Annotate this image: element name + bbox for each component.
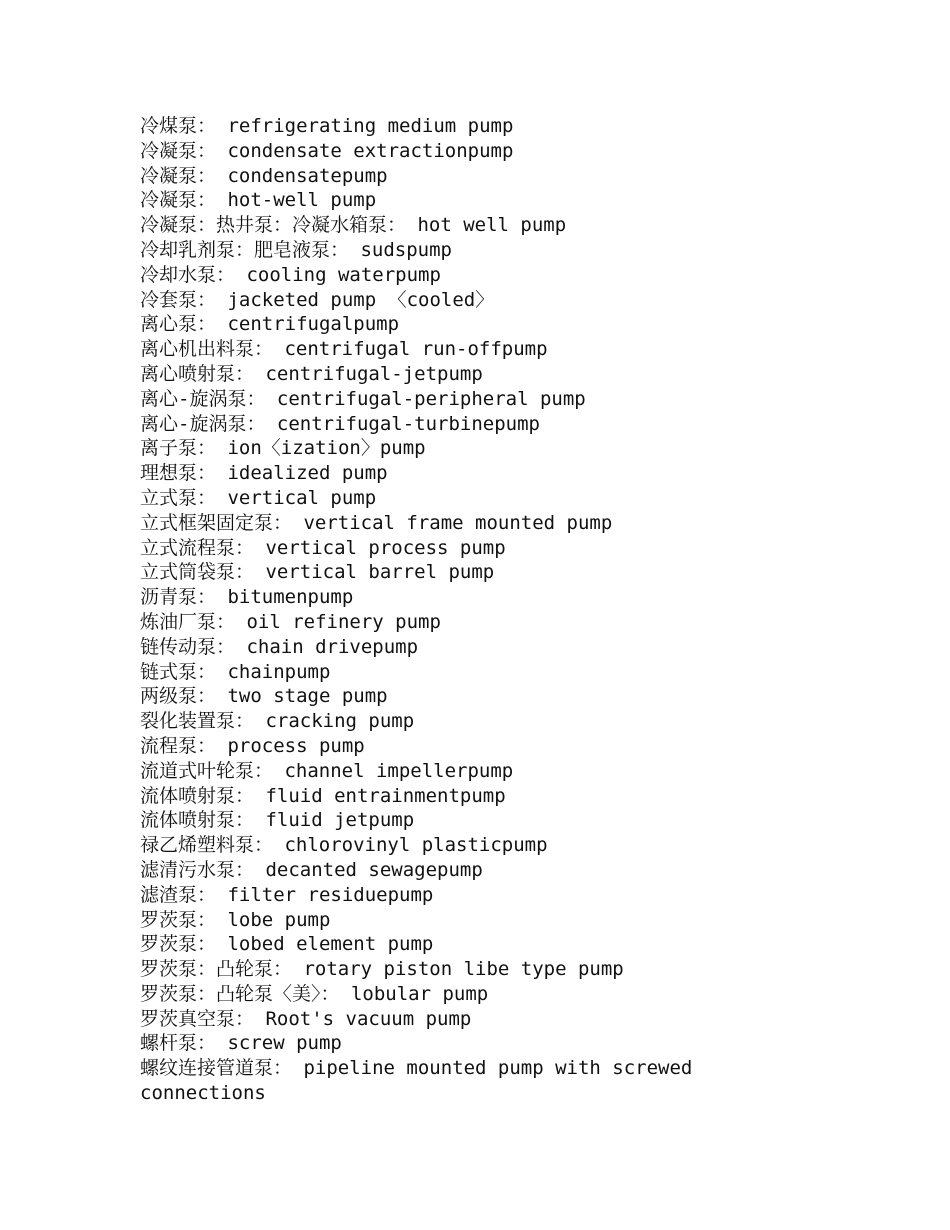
- glossary-entry: 冷套泵： jacketed pump 〈cooled〉: [140, 288, 495, 311]
- glossary-entry: 离心泵： centrifugalpump: [140, 313, 400, 336]
- glossary-entry: 冷却乳剂泵：肥皂液泵： sudspump: [140, 238, 452, 261]
- glossary-entry: 罗茨泵： lobe pump: [140, 908, 331, 931]
- glossary-entry: 冷煤泵： refrigerating medium pump: [140, 115, 514, 137]
- glossary-entry: 离心机出料泵： centrifugal run-offpump: [140, 338, 548, 361]
- glossary-entry: 冷凝泵：热井泵：冷凝水箱泵： hot well pump: [140, 214, 567, 237]
- glossary-entry: 理想泵： idealized pump: [140, 462, 388, 485]
- glossary-entry: 滤渣泵： filter residuepump: [140, 883, 434, 906]
- glossary-entry: 离心-旋涡泵： centrifugal-peripheral pump: [140, 387, 586, 410]
- glossary-entry: 禄乙烯塑料泵： chlorovinyl plasticpump: [140, 834, 548, 857]
- glossary-entry: 沥青泵： bitumenpump: [140, 586, 354, 609]
- glossary-entry: 罗茨真空泵： Root's vacuum pump: [140, 1007, 472, 1030]
- glossary-entry: 滤清污水泵： decanted sewagepump: [140, 858, 483, 881]
- glossary-entry: 立式流程泵： vertical process pump: [140, 536, 506, 559]
- glossary-entry: 链式泵： chainpump: [140, 660, 331, 683]
- glossary-entry: 立式泵： vertical pump: [140, 486, 377, 509]
- glossary-entry: 流程泵： process pump: [140, 734, 365, 757]
- glossary-entry: 炼油厂泵： oil refinery pump: [140, 610, 441, 633]
- glossary-entry: 裂化装置泵： cracking pump: [140, 710, 415, 733]
- glossary-entry: 冷凝泵： hot-well pump: [140, 189, 377, 212]
- glossary-list: [140, 114, 710, 1106]
- glossary-entry: 冷却水泵： cooling waterpump: [140, 263, 441, 286]
- glossary-entry: 流道式叶轮泵： channel impellerpump: [140, 759, 514, 782]
- glossary-entry: 立式框架固定泵： vertical frame mounted pump: [140, 511, 613, 534]
- glossary-entry: 流体喷射泵： fluid entrainmentpump: [140, 784, 506, 807]
- glossary-entry: 离子泵： ion〈ization〉pump: [140, 437, 426, 460]
- glossary-entry: 两级泵： two stage pump: [140, 685, 388, 708]
- glossary-entry: 链传动泵： chain drivepump: [140, 635, 419, 658]
- glossary-entry: 离心喷射泵： centrifugal-jetpump: [140, 362, 483, 385]
- glossary-entry: 流体喷射泵： fluid jetpump: [140, 809, 415, 832]
- glossary-entry: 螺纹连接管道泵： pipeline mounted pump with screwed connections: [140, 1057, 704, 1105]
- glossary-entry: 罗茨泵： lobed element pump: [140, 933, 434, 956]
- glossary-entry: 立式筒袋泵： vertical barrel pump: [140, 561, 495, 584]
- glossary-entry: 罗茨泵：凸轮泵〈美〉： lobular pump: [140, 982, 489, 1005]
- glossary-entry: 螺杆泵： screw pump: [140, 1032, 342, 1055]
- glossary-entry: 冷凝泵： condensatepump: [140, 164, 388, 187]
- glossary-entry: 离心-旋涡泵： centrifugal-turbinepump: [140, 412, 540, 435]
- glossary-entry: 冷凝泵： condensate extractionpump: [140, 139, 514, 162]
- glossary-entry: 罗茨泵：凸轮泵： rotary piston libe type pump: [140, 958, 624, 981]
